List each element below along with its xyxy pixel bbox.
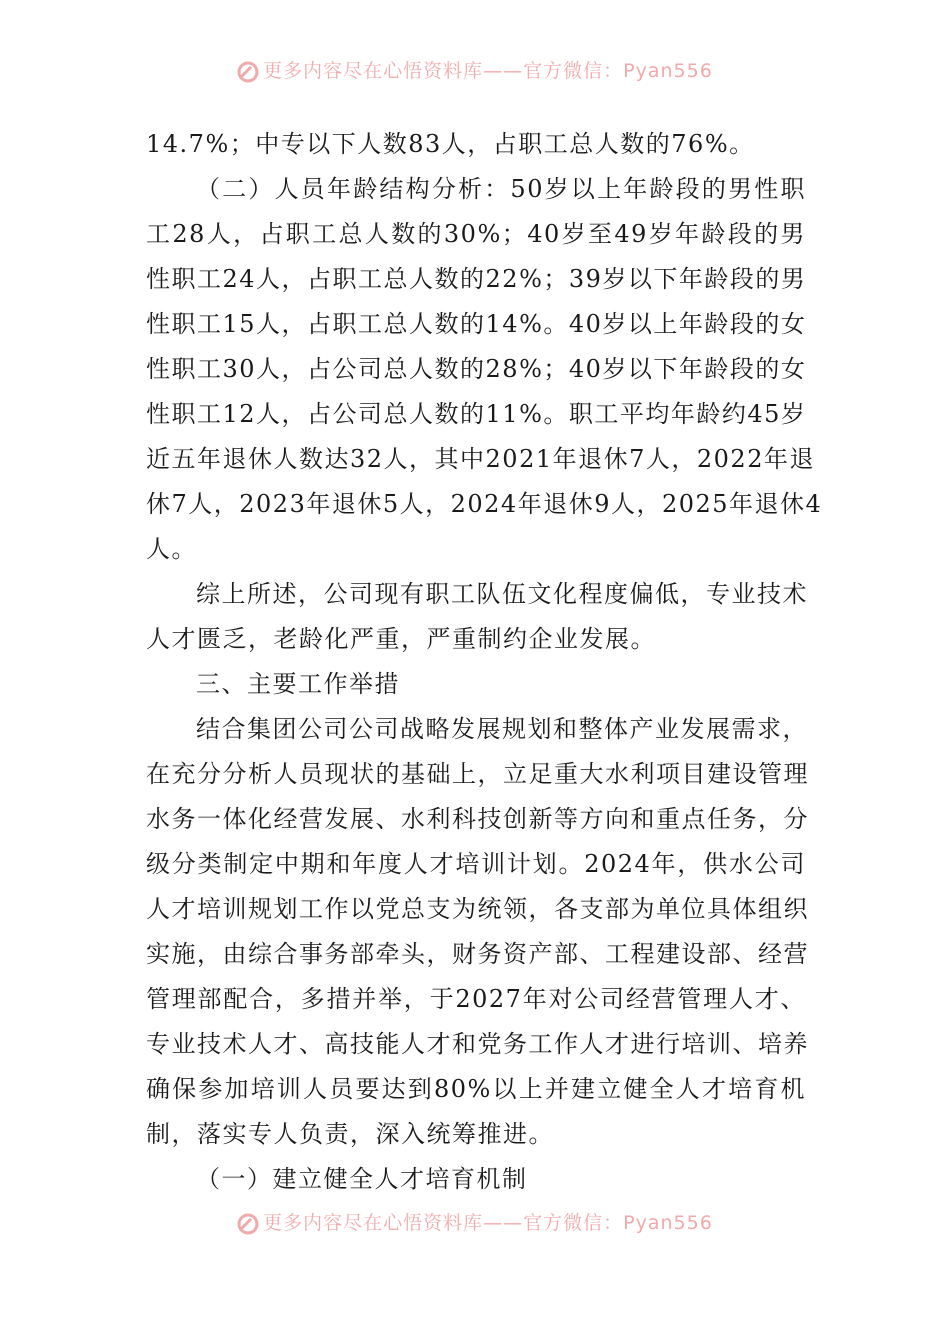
text-line: 人。 [146,535,197,563]
text-line: 级分类制定中期和年度人才培训计划。2024年，供水公司 [146,850,806,878]
text-line: 实施，由综合事务部牵头，财务资产部、工程建设部、经营 [146,940,809,968]
watermark-text: 更多内容尽在心悟资料库——官方微信：Pyan556 [263,60,713,82]
text-line: （一）建立健全人才培育机制 [196,1165,528,1193]
watermark-text: 更多内容尽在心悟资料库——官方微信：Pyan556 [263,1212,713,1234]
text-line: 结合集团公司公司战略发展规划和整体产业发展需求， [196,715,808,743]
text-line: 确保参加培训人员要达到80%以上并建立健全人才培育机 [146,1075,806,1103]
text-line: 性职工12人，占公司总人数的11%。职工平均年龄约45岁 [146,400,807,428]
text-line: 在充分分析人员现状的基础上，立足重大水利项目建设管理 [146,760,809,788]
text-line: 性职工30人，占公司总人数的28%；40岁以下年龄段的女 [146,355,807,383]
text-line: 水务一体化经营发展、水利科技创新等方向和重点任务，分 [146,805,809,833]
watermark-logo-icon [237,1213,259,1235]
text-line: 休7人，2023年退休5人，2024年退休9人，2025年退休4 [146,490,823,518]
text-line: 近五年退休人数达32人，其中2021年退休7人，2022年退 [146,445,815,473]
text-line: 性职工24人，占职工总人数的22%；39岁以下年龄段的男 [146,265,807,293]
text-line: 工28人，占职工总人数的30%；40岁至49岁年龄段的男 [146,220,806,248]
text-line: 综上所述，公司现有职工队伍文化程度偏低，专业技术 [196,580,808,608]
text-line: 三、主要工作举措 [196,670,400,698]
watermark-logo-icon [237,61,259,83]
watermark-footer [0,1208,950,1238]
text-line: 制，落实专人负责，深入统筹推进。 [146,1120,554,1148]
text-line: 管理部配合，多措并举，于2027年对公司经营管理人才、 [146,985,806,1013]
text-line: 14.7%；中专以下人数83人，占职工总人数的76%。 [146,130,755,158]
text-line: 专业技术人才、高技能人才和党务工作人才进行培训、培养 [146,1030,809,1058]
document-body [146,122,823,1202]
text-line: 人才匮乏，老龄化严重，严重制约企业发展。 [146,625,656,653]
text-line: 性职工15人，占职工总人数的14%。40岁以上年龄段的女 [146,310,807,338]
text-line: 人才培训规划工作以党总支为统领，各支部为单位具体组织 [146,895,809,923]
watermark-header [0,56,950,86]
text-line: （二）人员年龄结构分析：50岁以上年龄段的男性职 [196,175,806,203]
